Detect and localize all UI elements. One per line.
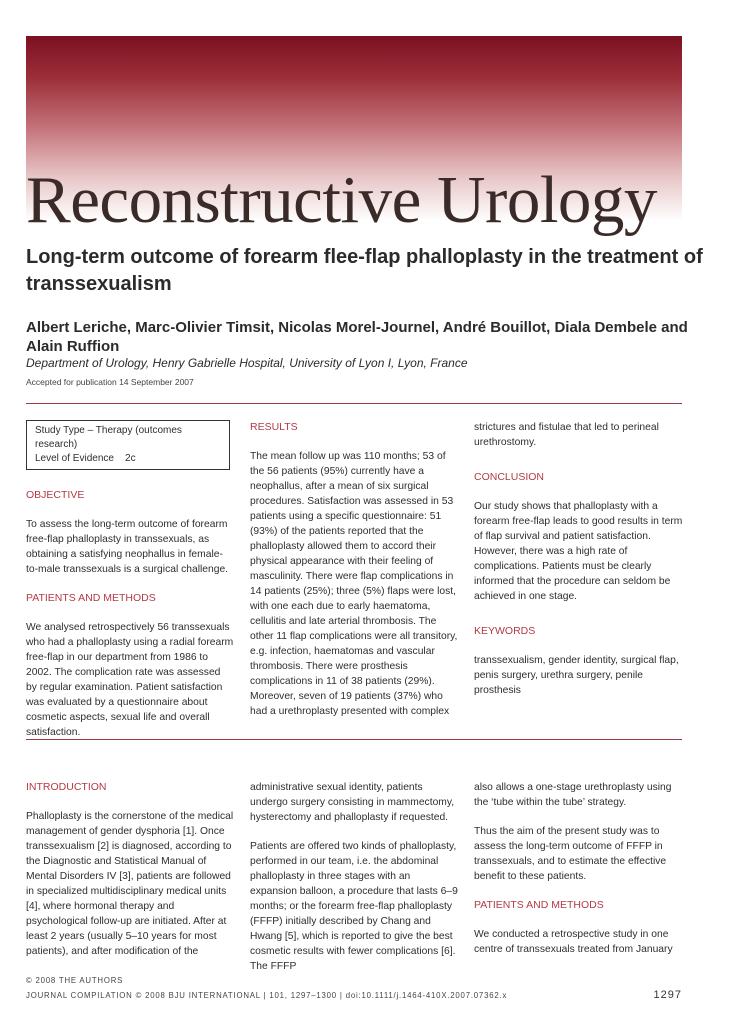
conclusion-heading: CONCLUSION <box>474 471 545 483</box>
abstract-col-3 <box>474 420 684 712</box>
objective-text: To assess the long-term outcome of forearm free-flap phalloplasty in transsexuals, as obtaining a satisfying neophallus in female-to-male transsexuals is a surgical challenge. <box>26 519 229 575</box>
journal-title: Reconstructive Urology <box>26 163 657 237</box>
body-col2-para-2: Patients are offered two kinds of phalloplasty, performed in our team, i.e. the abdominal phalloplasty in three stages with an expansion balloon, a procedure that lasts 6–9 months; or the forearm free-flap phalloplasty (FFFP) initially described by Chang and Hwang [5], which is reported to give the best cosmetic results with fewer complications [6]. The FFFP <box>250 841 458 972</box>
article-title: Long-term outcome of forearm flee-flap phalloplasty in the treatment of transsexualism <box>26 246 703 295</box>
methods-heading-body: PATIENTS AND METHODS <box>474 899 604 911</box>
page-number: 1297 <box>653 989 682 1001</box>
keywords-heading: KEYWORDS <box>474 625 536 637</box>
body-col-3 <box>474 780 684 971</box>
middle-divider <box>26 739 682 740</box>
journal-compilation-line: JOURNAL COMPILATION © 2008 BJU INTERNATIONAL | 101, 1297–1300 | doi:10.1111/j.1464-410X.2007.07362.x <box>26 991 508 1000</box>
body-col2-para-1: administrative sexual identity, patients undergo surgery consisting in mammectomy, hysterectomy and phalloplasty if requested. <box>250 782 455 823</box>
article-authors: Albert Leriche, Marc-Olivier Timsit, Nicolas Morel-Journel, André Bouillot, Diala Dembele and Alain Ruffion <box>26 319 688 355</box>
results-continued: strictures and fistulae that led to perineal urethrostomy. <box>474 422 659 448</box>
body-col-1 <box>26 780 236 973</box>
results-heading: RESULTS <box>250 421 298 433</box>
abstract-col-2 <box>250 420 458 733</box>
results-text: The mean follow up was 110 months; 53 of the 56 patients (95%) currently have a neophallus, after a mean of six surgical procedures. Satisfaction was assessed in 53 patients using a specific questionnaire: 51 (93%) of the patients reported that the phalloplasty allowed them to accord their physical appearance with their feeling of masculinity. There were flap complications in 14 patients (25%); three (5%) flaps were lost, with one each due to early haematoma, cellulitis and late arterial thrombosis. The other 11 flap complications were all transitory, e.g. infection, haematomas and vascular thrombosis. There were prosthesis complications in 11 of 38 patients (29%). Moreover, seven of 19 patients (37%) who had a urethroplasty presented with complex <box>250 451 458 717</box>
methods-heading: PATIENTS AND METHODS <box>26 592 156 604</box>
body-col3-para-2: Thus the aim of the present study was to assess the long-term outcome of FFFP in transsexuals, and to estimate the effective benefit to these patients. <box>474 826 667 882</box>
introduction-text: Phalloplasty is the cornerstone of the medical management of gender dysphoria [1]. Once transsexualism [2] is diagnosed, according to the Diagnostic and Statistical Manual of Mental Disorders IV [3], patients are followed in specialized multidisciplinary medical units [4], where hormonal therapy and psychological follow-up are initiated. After at least 2 years (usually 5–10 years for most patients), and after modification of the <box>26 811 234 957</box>
abstract-col-1 <box>26 420 234 754</box>
accepted-date: Accepted for publication 14 September 2007 <box>26 377 194 387</box>
copyright-line: © 2008 THE AUTHORS <box>26 976 124 985</box>
body-col-2 <box>250 780 460 988</box>
level-of-evidence: Level of Evidence 2c <box>35 453 136 464</box>
top-divider <box>26 403 682 404</box>
article-affiliation: Department of Urology, Henry Gabrielle Hospital, University of Lyon I, Lyon, France <box>26 356 468 370</box>
objective-heading: OBJECTIVE <box>26 489 85 501</box>
body-col3-para-3: We conducted a retrospective study in one centre of transsexuals treated from January <box>474 929 673 955</box>
study-type: Study Type – Therapy (outcomes research) <box>35 425 182 450</box>
conclusion-text: Our study shows that phalloplasty with a forearm free-flap leads to good results in term of flap survival and patient satisfaction. However, there was a high rate of complications. Patients must be clearly informed that the procedure can seldom be achieved in one stage. <box>474 501 683 602</box>
introduction-heading: INTRODUCTION <box>26 781 107 793</box>
keywords-text: transsexualism, gender identity, surgical flap, penis surgery, urethra surgery, penile prosthesis <box>474 655 679 696</box>
study-type-box <box>26 420 230 470</box>
methods-text: We analysed retrospectively 56 transsexuals who had a phalloplasty using a radial forearm free-flap in our department from 1986 to 2002. The complication rate was assessed by regular examination. Patient satisfaction was evaluated by a questionnaire about cosmetic aspects, sexual life and overall satisfaction. <box>26 622 234 738</box>
body-col3-para-1: also allows a one-stage urethroplasty using the ‘tube within the tube’ strategy. <box>474 782 672 808</box>
